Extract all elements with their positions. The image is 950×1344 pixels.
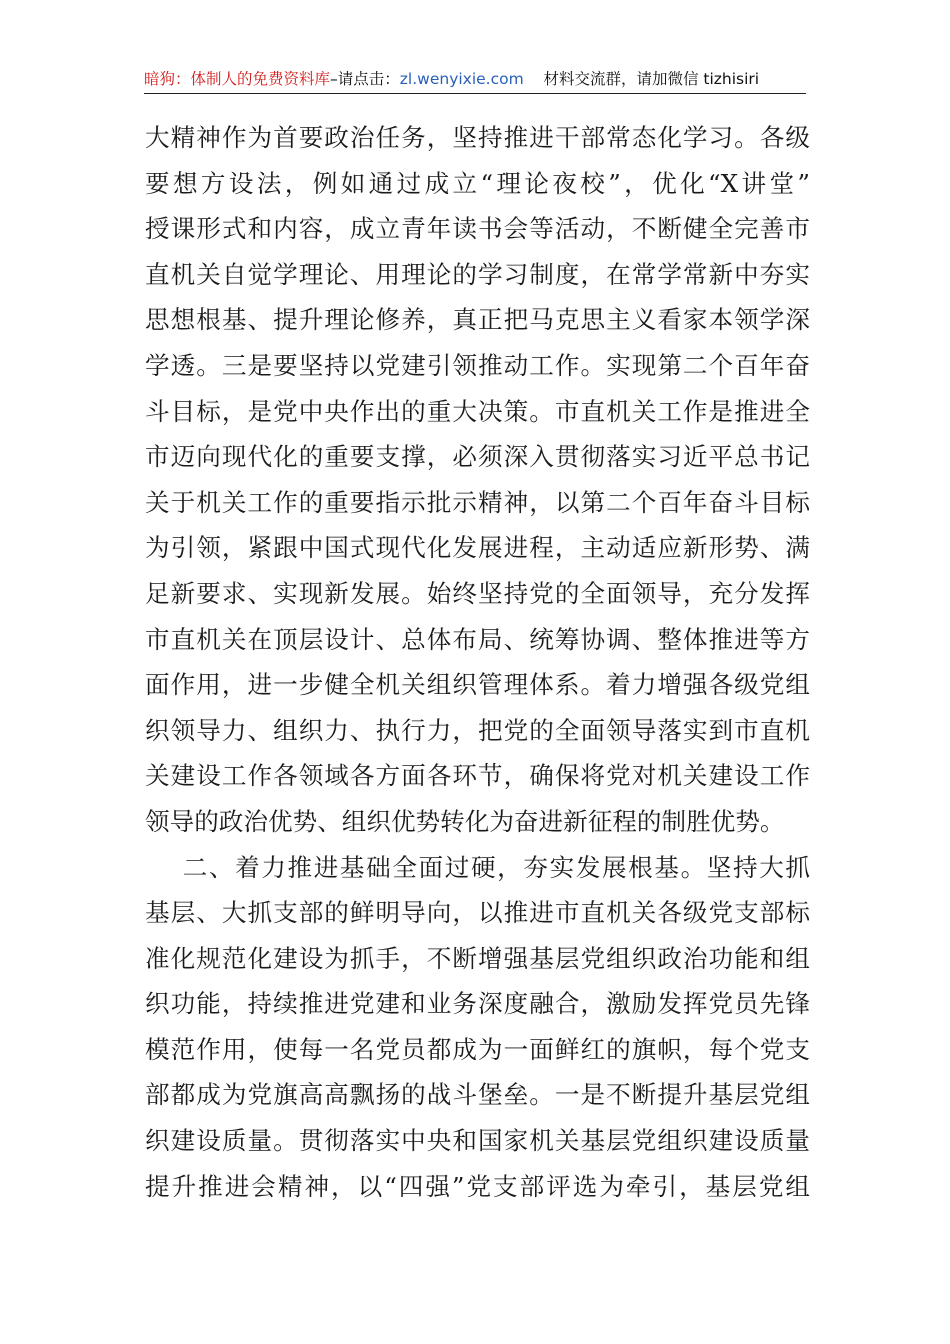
text-line: 市迈向现代化的重要支撑，必须深入贯彻落实习近平总书记 [145,442,810,472]
text-line: 织功能，持续推进党建和业务深度融合，激励发挥党员先锋 [145,989,810,1019]
text-line: 部都成为党旗高高飘扬的战斗堡垒。一是不断提升基层党组 [145,1080,810,1110]
text-line: 面作用，进一步健全机关组织管理体系。着力增强各级党组 [145,670,810,700]
text-line: 二、着力推进基础全面过硬，夯实发展根基。坚持大抓 [145,852,810,882]
text-line: 织建设质量。贯彻落实中央和国家机关基层党组织建设质量 [145,1126,810,1156]
text-line: 关建设工作各领域各方面各环节，确保将党对机关建设工作 [145,761,810,791]
text-line: 织领导力、组织力、执行力，把党的全面领导落实到市直机 [145,715,810,745]
header-contact: 材料交流群，请加微信 tizhisiri [543,70,760,88]
text-line: 提升推进会精神，以“四强”党支部评选为牵引，基层党组 [145,1171,810,1201]
document-body [145,115,810,1209]
text-line: 思想根基、提升理论修养，真正把马克思主义看家本领学深 [145,305,810,335]
text-line: 准化规范化建设为抓手，不断增强基层党组织政治功能和组 [145,943,810,973]
text-line: 直机关自觉学理论、用理论的学习制度，在常学常新中夯实 [145,259,810,289]
text-line: 基层、大抓支部的鲜明导向，以推进市直机关各级党支部标 [145,898,810,928]
text-line: 关于机关工作的重要指示批示精神，以第二个百年奋斗目标 [145,487,810,517]
text-line: 模范作用，使每一名党员都成为一面鲜红的旗帜，每个党支 [145,1034,810,1064]
text-line: 授课形式和内容，成立青年读书会等活动，不断健全完善市 [145,214,810,244]
header-url-link[interactable]: zl.wenyixie.com [399,70,524,88]
text-line: 领导的政治优势、组织优势转化为奋进新征程的制胜优势。 [145,806,785,836]
header-separator: –请点击： [330,70,400,88]
page-header [144,66,806,92]
text-line: 足新要求、实现新发展。始终坚持党的全面领导，充分发挥 [145,578,810,608]
text-line: 大精神作为首要政治任务，坚持推进干部常态化学习。各级 [145,123,810,152]
header-divider [144,93,806,94]
text-line: 斗目标，是党中央作出的重大决策。市直机关工作是推进全 [145,396,810,426]
text-line: 学透。三是要坚持以党建引领推动工作。实现第二个百年奋 [145,350,810,380]
text-line: 要想方设法，例如通过成立“理论夜校”，优化“X讲堂” [145,168,810,198]
header-brand: 暗狗：体制人的免费资料库 [144,70,331,88]
text-line: 为引领，紧跟中国式现代化发展进程，主动适应新形势、满 [145,533,810,563]
text-line: 市直机关在顶层设计、总体布局、统筹协调、整体推进等方 [145,624,810,654]
